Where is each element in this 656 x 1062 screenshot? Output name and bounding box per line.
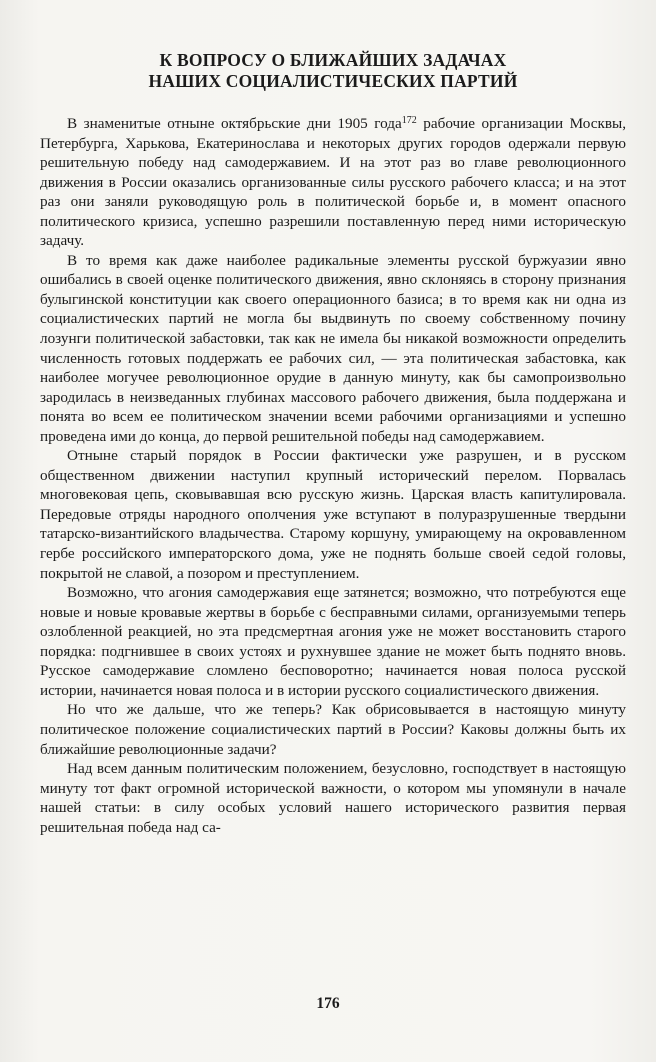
paragraph-1-text-end: рабочие организации Москвы, Петербурга, Харькова, Екатеринослава и некоторых других городов одержали первую решительную победу над самодержавием. И на этот раз во главе революционного движения в России оказались организованные силы русского рабочего класса; и на этот раз они заняли руководящую роль в политической борьбе и, в момент опасного политического кризиса, успешно разрешили поставленную перед ними историческую задачу. bbox=[40, 115, 626, 250]
footnote-marker: 172 bbox=[401, 115, 417, 126]
article-title-line-1: К ВОПРОСУ О БЛИЖАЙШИХ ЗАДАЧАХ bbox=[159, 50, 507, 70]
paragraph-1 bbox=[40, 114, 626, 251]
page-number: 176 bbox=[316, 995, 340, 1012]
paragraph-1-text-start: В знаменитые отныне октябрьские дни 1905 года bbox=[67, 115, 402, 132]
article-title-line-2: НАШИХ СОЦИАЛИСТИЧЕСКИХ ПАРТИЙ bbox=[148, 71, 518, 91]
article-body bbox=[40, 114, 626, 837]
paragraph-3: Отныне старый порядок в России фактически уже разрушен, и в русском общественном движении наступил крупный исторический перелом. Порвалась многовековая цепь, сковывавшая всю русскую жизнь. Царская власть капитулировала. Передовые отряды народного ополчения уже вступают в полуразрушенные твердыни татарско-византийского владычества. Старому коршуну, умирающему на окровавленном гербе российского императорского дома, уже не поднять больше своей седой головы, покрытой не славой, а позором и преступлением. bbox=[40, 447, 626, 582]
paragraph-2: В то время как даже наиболее радикальные элементы русской буржуазии явно ошибались в своей оценке политического движения, явно склоняясь в сторону признания булыгинской конституции как своего операционного базиса; в то время как ни одна из социалистических партий не могла бы выдвинуть по своему собственному почину лозунги политической забастовки, так как не имела бы никакой возможности определить численность готовых поддержать ее рабочих сил, — эта политическая забастовка, как наиболее могучее революционное орудие в данную минуту, как бы самопроизвольно зародилась в неизведанных глубинах массового рабочего движения, была поддержана и понята во всем ее политическом значении всеми рабочими организациями и успешно проведена ими до конца, до первой решительной победы над самодержавием. bbox=[40, 251, 626, 445]
paragraph-6: Над всем данным политическим положением, безусловно, господствует в настоящую минуту тот факт огромной исторической важности, о котором мы упомянули в начале нашей статьи: в силу особых условий нашего исторического развития первая решительная победа над са- bbox=[40, 760, 626, 836]
article-title bbox=[40, 50, 626, 92]
paragraph-4: Возможно, что агония самодержавия еще затянется; возможно, что потребуются еще новые и новые кровавые жертвы в борьбе с бесправными силами, организуемыми теперь озлобленной реакцией, но эта предсмертная агония уже не может восстановить старого порядка: подгнившее в своих устоях и рухнувшее здание не может быть поднято вновь. Русское самодержавие сломлено бесповоротно; начинается новая полоса русской истории, начинается новая полоса и в истории русского социалистического движения. bbox=[40, 584, 626, 699]
paragraph-5: Но что же дальше, что же теперь? Как обрисовывается в настоящую минуту политическое положение социалистических партий в России? Каковы должны быть их ближайшие революционные задачи? bbox=[40, 701, 626, 758]
